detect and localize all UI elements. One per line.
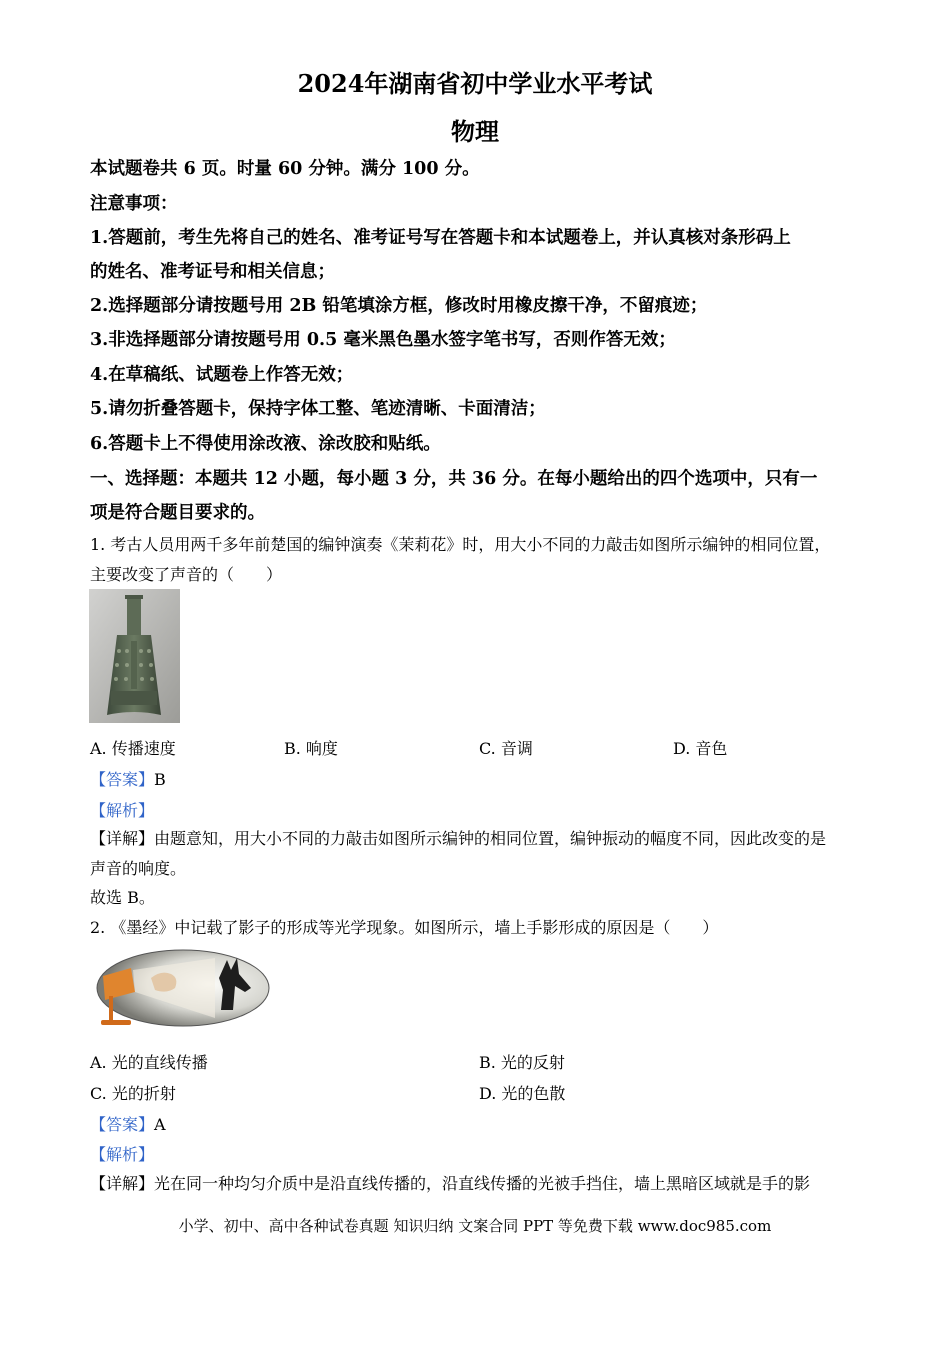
- section-heading-cont: 项是符合题目要求的。: [90, 503, 265, 523]
- detail-tag: 【详解】: [90, 1174, 155, 1193]
- q1-detail: [90, 826, 826, 849]
- exam-title: 2024年湖南省初中学业水平考试: [297, 69, 653, 98]
- q1-option-b: B. 响度: [284, 739, 338, 758]
- q1-answer: [90, 767, 166, 790]
- q1-option-d: D. 音色: [673, 739, 728, 758]
- exam-summary: 本试题卷共 6 页。时量 60 分钟。满分 100 分。: [90, 159, 480, 179]
- note-item: 4.在草稿纸、试题卷上作答无效；: [90, 365, 354, 385]
- answer-tag: 【答案】: [90, 1115, 155, 1134]
- bianzhong-bell-image: [89, 589, 180, 723]
- note-item: 6.答题卡上不得使用涂改液、涂改胶和贴纸。: [90, 434, 441, 454]
- q2-option-a: A. 光的直线传播: [90, 1053, 208, 1072]
- q1-conclusion: 故选 B。: [90, 888, 155, 907]
- q1-stem: 1. 考古人员用两千多年前楚国的编钟演奏《茉莉花》时，用大小不同的力敲击如图所示编钟的相同位置，: [90, 535, 831, 554]
- notes-heading: 注意事项：: [90, 194, 178, 214]
- q1-option-c: C. 音调: [479, 739, 533, 758]
- page-footer: 小学、初中、高中各种试卷真题 知识归纳 文案合同 PPT 等免费下载 www.doc985.com: [178, 1217, 772, 1235]
- answer-tag: 【答案】: [90, 770, 155, 789]
- note-item: 2.选择题部分请按题号用 2B 铅笔填涂方框，修改时用橡皮擦干净，不留痕迹；: [90, 296, 708, 316]
- q2-detail: [90, 1171, 810, 1194]
- q1-detail-cont: 声音的响度。: [90, 859, 187, 878]
- analysis-tag: 【解析】: [90, 1145, 155, 1164]
- q1-stem-cont: 主要改变了声音的（ ）: [90, 565, 283, 584]
- note-item: 的姓名、准考证号和相关信息；: [90, 262, 335, 282]
- q2-answer: [90, 1112, 166, 1135]
- q2-stem: 2. 《墨经》中记载了影子的形成等光学现象。如图所示，墙上手影形成的原因是（ ）: [90, 918, 719, 937]
- detail-tag: 【详解】: [90, 829, 155, 848]
- q2-option-d: D. 光的色散: [479, 1084, 566, 1103]
- detail-text: 光在同一种均匀介质中是沿直线传播的，沿直线传播的光被手挡住，墙上黑暗区域就是手的影: [154, 1174, 811, 1193]
- q1-option-a: A. 传播速度: [90, 739, 176, 758]
- answer-value: B: [154, 770, 166, 789]
- subject-title: 物理: [451, 117, 499, 146]
- section-heading: 一、选择题：本题共 12 小题，每小题 3 分，共 36 分。在每小题给出的四个选项中，只有一: [90, 469, 818, 489]
- q2-option-b: B. 光的反射: [479, 1053, 565, 1072]
- analysis-tag: 【解析】: [90, 801, 155, 820]
- answer-value: A: [154, 1115, 166, 1134]
- note-item: 3.非选择题部分请按题号用 0.5 毫米黑色墨水签字笔书写，否则作答无效；: [90, 330, 676, 350]
- hand-shadow-image: [95, 948, 270, 1030]
- note-item: 5.请勿折叠答题卡，保持字体工整、笔迹清晰、卡面清洁；: [90, 399, 546, 419]
- q2-option-c: C. 光的折射: [90, 1084, 176, 1103]
- detail-text: 由题意知，用大小不同的力敲击如图所示编钟的相同位置，编钟振动的幅度不同，因此改变的是: [154, 829, 827, 848]
- note-item: 1.答题前，考生先将自己的姓名、准考证号写在答题卡和本试题卷上，并认真核对条形码上: [90, 228, 791, 248]
